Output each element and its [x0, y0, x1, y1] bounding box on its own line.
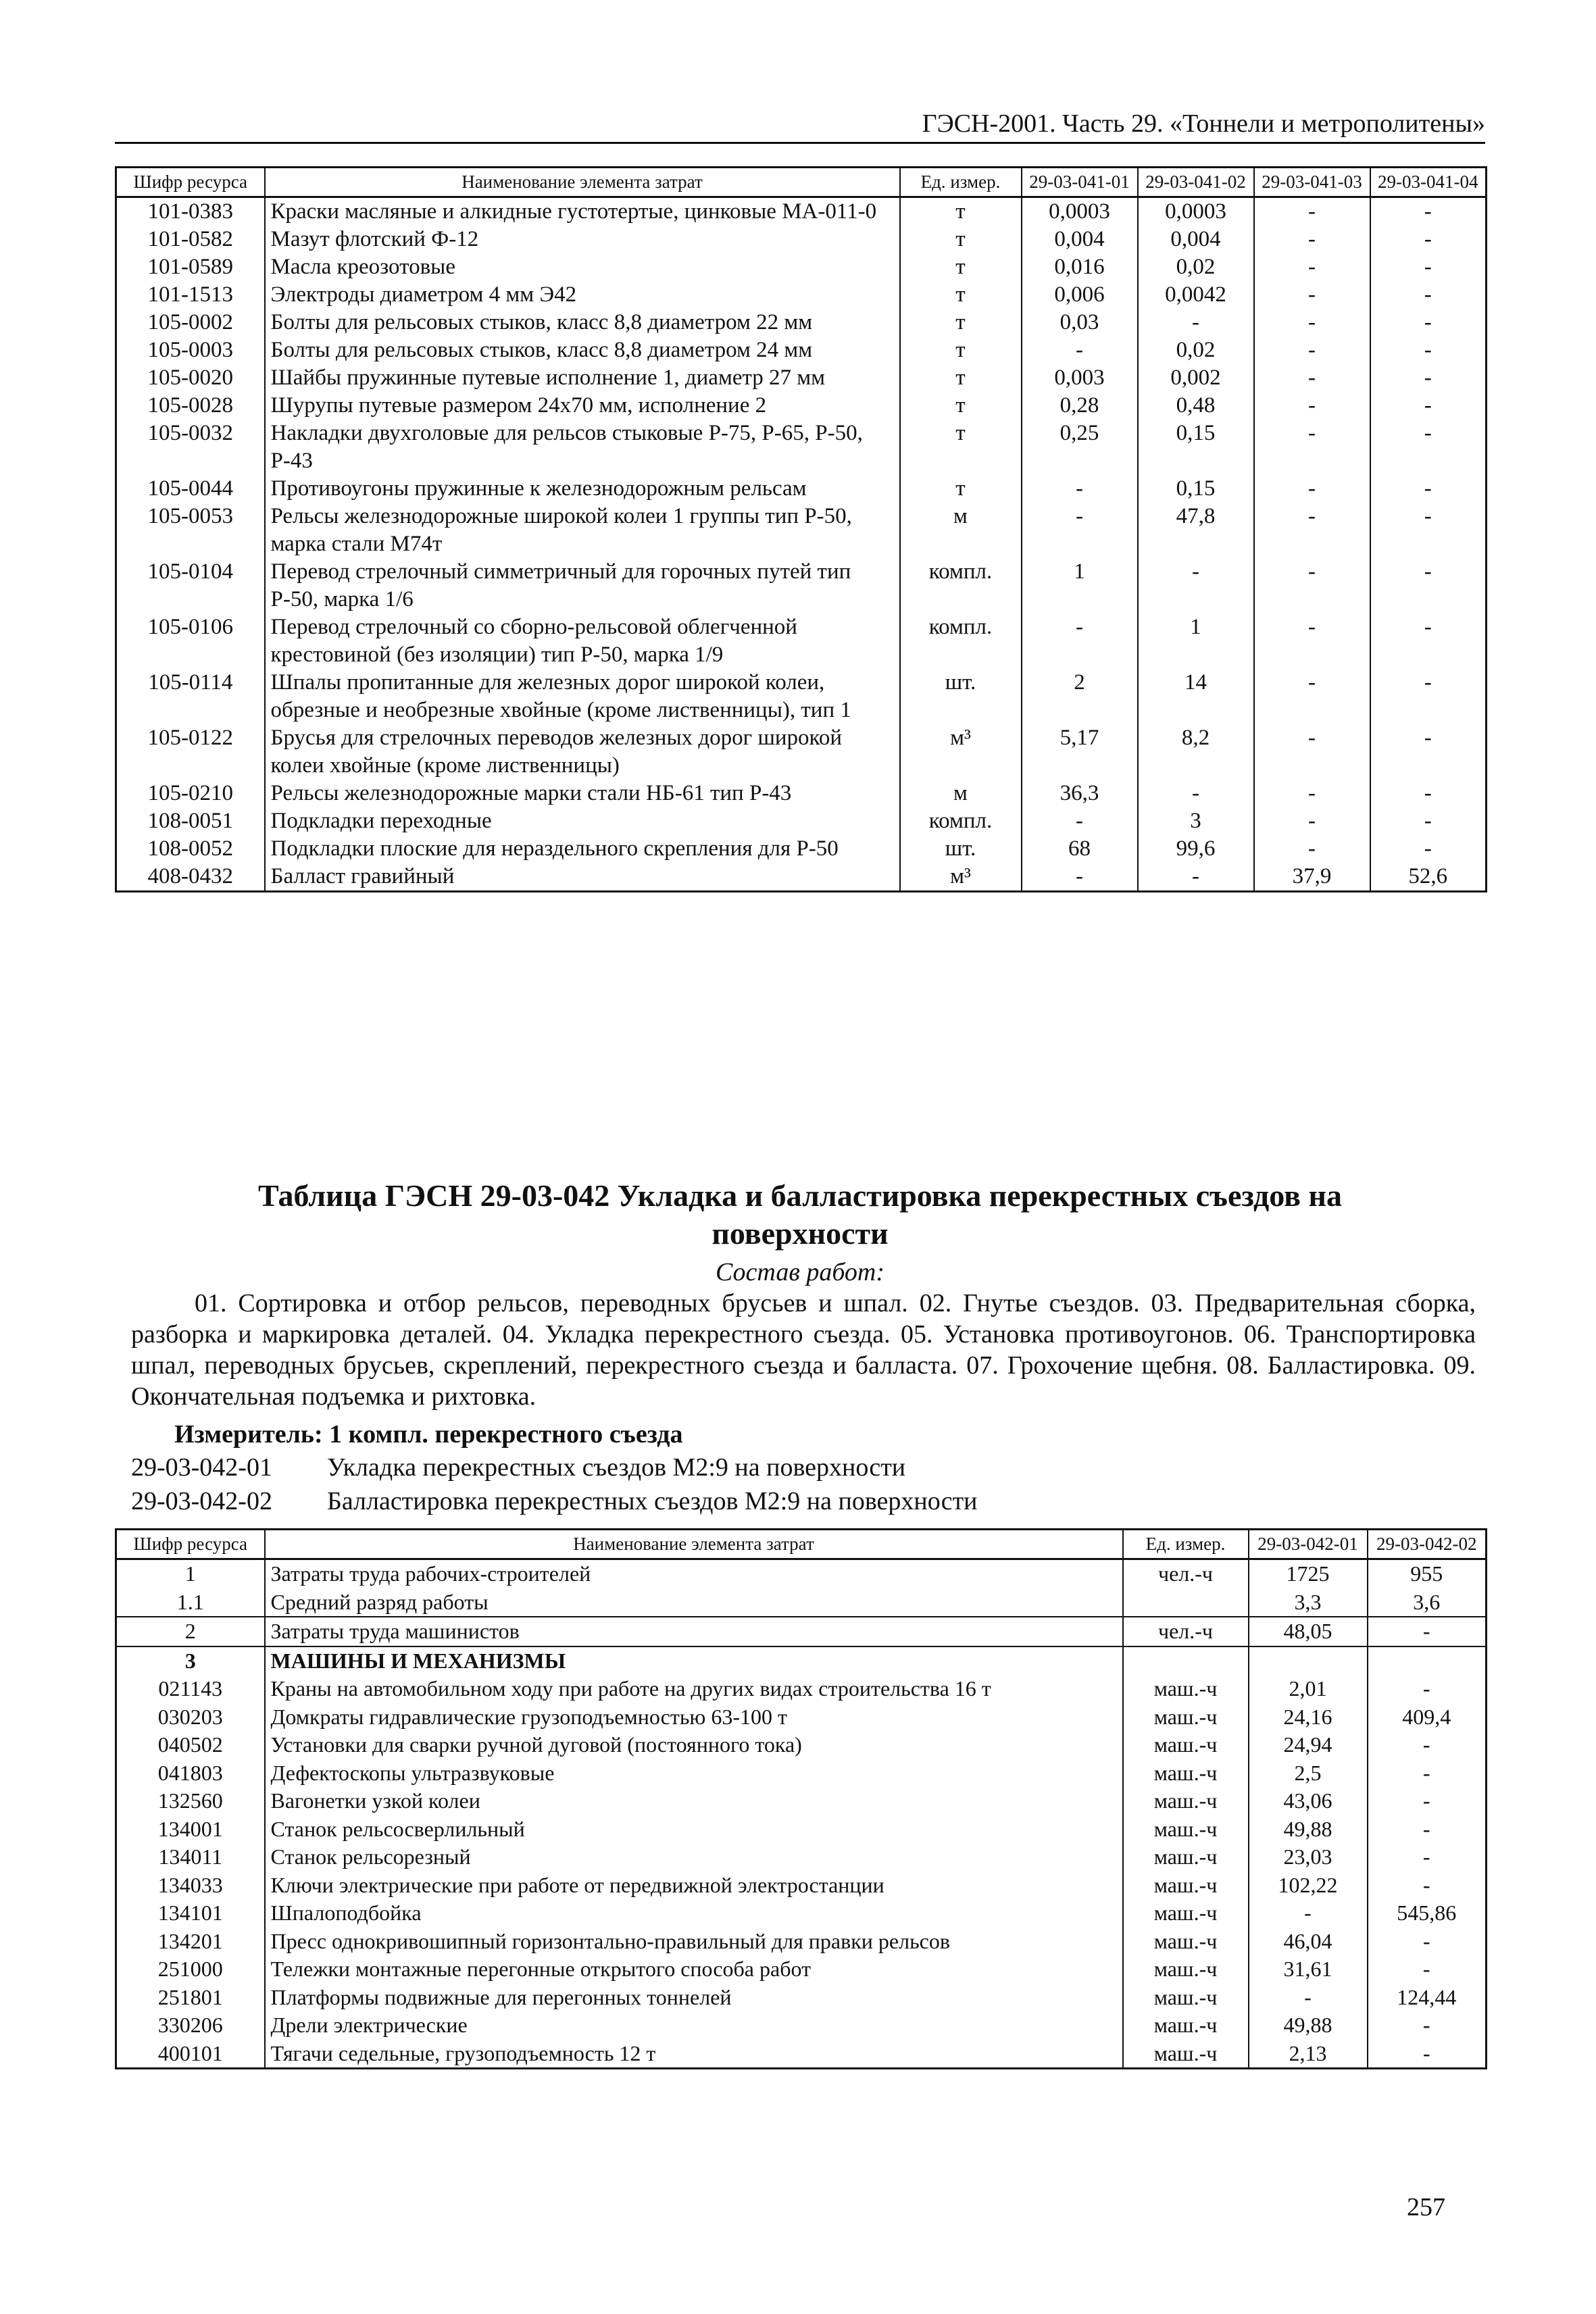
resource-name: Тележки монтажные перегонные открытого способа работ — [265, 1955, 1123, 1984]
resource-code: 105-0002 — [116, 309, 265, 336]
resource-name: Брусья для стрелочных переводов железных дорог широкой колеи хвойные (кроме лиственницы) — [265, 724, 900, 780]
value-c4: - — [1370, 392, 1487, 420]
resource-code: 105-0032 — [116, 420, 265, 475]
resource-code: 134033 — [116, 1871, 265, 1900]
value-c4: 52,6 — [1370, 863, 1487, 892]
resource-code: 105-0003 — [116, 336, 265, 364]
resource-name: Болты для рельсовых стыков, класс 8,8 диаметром 24 мм — [265, 336, 900, 364]
value-c2: - — [1368, 1759, 1487, 1788]
value-c1: - — [1022, 613, 1138, 669]
resource-code: 041803 — [116, 1759, 265, 1788]
value-c4: - — [1370, 724, 1487, 780]
value-c2: - — [1368, 1787, 1487, 1815]
value-c4: - — [1370, 197, 1487, 226]
resource-code: 1 — [116, 1559, 265, 1588]
resource-name: Пресс однокривошипный горизонтально-правильный для правки рельсов — [265, 1928, 1123, 1956]
resource-unit: маш.-ч — [1123, 1871, 1249, 1900]
value-c1: - — [1022, 863, 1138, 892]
table-row — [116, 1984, 1487, 2012]
resource-name: Балласт гравийный — [265, 863, 900, 892]
value-c2: - — [1138, 780, 1254, 807]
table-row — [116, 197, 1487, 226]
resource-unit: маш.-ч — [1123, 1731, 1249, 1759]
value-c1: 1 — [1022, 558, 1138, 613]
value-c2: 0,0003 — [1138, 197, 1254, 226]
value-c3: - — [1254, 780, 1370, 807]
resource-code: 021143 — [116, 1675, 265, 1703]
resource-name: Дрели электрические — [265, 2011, 1123, 2040]
table-row — [116, 1955, 1487, 1984]
table-row — [116, 1843, 1487, 1871]
resource-code: 134011 — [116, 1843, 265, 1871]
resource-unit: маш.-ч — [1123, 1955, 1249, 1984]
resource-code: 105-0028 — [116, 392, 265, 420]
value-c2: 14 — [1138, 669, 1254, 724]
table-row — [116, 2040, 1487, 2069]
table-row — [116, 281, 1487, 309]
value-c3: 37,9 — [1254, 863, 1370, 892]
value-c2: - — [1368, 1871, 1487, 1900]
value-c1: - — [1249, 1984, 1368, 2012]
resources-table-041 — [115, 166, 1487, 892]
resource-code: 105-0020 — [116, 364, 265, 392]
table-row — [116, 835, 1487, 863]
table-row — [116, 863, 1487, 892]
value-c4: - — [1370, 835, 1487, 863]
value-c1: - — [1022, 807, 1138, 835]
value-c1: 24,16 — [1249, 1703, 1368, 1732]
value-c1: - — [1022, 336, 1138, 364]
value-c1: 2 — [1022, 669, 1138, 724]
value-c2: - — [1368, 2040, 1487, 2069]
value-c1: 2,5 — [1249, 1759, 1368, 1788]
value-c1: 0,28 — [1022, 392, 1138, 420]
table-row — [116, 475, 1487, 503]
value-c2: 124,44 — [1368, 1984, 1487, 2012]
value-c1: 23,03 — [1249, 1843, 1368, 1871]
resource-unit: т — [900, 281, 1022, 309]
table-row — [116, 1703, 1487, 1732]
value-c1: 49,88 — [1249, 2011, 1368, 2040]
resource-code: 040502 — [116, 1731, 265, 1759]
resource-name: Краны на автомобильном ходу при работе на других видах строительства 16 т — [265, 1675, 1123, 1703]
resource-name: Установки для сварки ручной дуговой (постоянного тока) — [265, 1731, 1123, 1759]
table-row — [116, 1588, 1487, 1617]
norm-row — [131, 1485, 978, 1517]
value-c1: 0,004 — [1022, 226, 1138, 253]
value-c4: - — [1370, 475, 1487, 503]
resource-name: Тягачи седельные, грузоподъемность 12 т — [265, 2040, 1123, 2069]
value-c1: 1725 — [1249, 1559, 1368, 1588]
value-c1: 2,13 — [1249, 2040, 1368, 2069]
resource-unit: маш.-ч — [1123, 1928, 1249, 1956]
col-header-c3: 29-03-041-03 — [1254, 168, 1370, 197]
value-c2: - — [1368, 1617, 1487, 1646]
table-row — [116, 253, 1487, 281]
table-row — [116, 226, 1487, 253]
table-row — [116, 392, 1487, 420]
value-c1: 49,88 — [1249, 1815, 1368, 1844]
resource-code: 030203 — [116, 1703, 265, 1732]
value-c3: - — [1254, 807, 1370, 835]
resource-code: 101-1513 — [116, 281, 265, 309]
resource-code: 105-0114 — [116, 669, 265, 724]
value-c2: 0,02 — [1138, 336, 1254, 364]
composition-text: 01. Сортировка и отбор рельсов, переводных брусьев и шпал. 02. Гнутье съездов. 03. Предварительная сборка, разборка и маркировка деталей. 04. Укладка перекрестного съезда. 05. Установка противоугонов. 06. Транспортировка шпал, переводных брусьев, скреплений, перекрестного съезда и балласта. 07. Грохочение щебня. 08. Балластировка. 09. Окончательная подъемка и рихтовка. — [131, 1289, 1476, 1411]
resource-name: Масла креозотовые — [265, 253, 900, 281]
table-row — [116, 1646, 1487, 1676]
value-c3: - — [1254, 724, 1370, 780]
resource-name: Мазут флотский Ф-12 — [265, 226, 900, 253]
value-c4: - — [1370, 420, 1487, 475]
resource-code: 3 — [116, 1646, 265, 1676]
resource-unit: т — [900, 226, 1022, 253]
norm-code: 29-03-042-02 — [131, 1487, 272, 1515]
value-c3: - — [1254, 613, 1370, 669]
resource-unit: компл. — [900, 613, 1022, 669]
value-c1: - — [1249, 1899, 1368, 1928]
value-c1: 0,03 — [1022, 309, 1138, 336]
resource-unit: компл. — [900, 558, 1022, 613]
resource-unit: м — [900, 503, 1022, 558]
value-c1: 46,04 — [1249, 1928, 1368, 1956]
value-c2 — [1368, 1646, 1487, 1676]
resource-name: Рельсы железнодорожные широкой колеи 1 группы тип Р-50, марка стали М74т — [265, 503, 900, 558]
resource-name: Шайбы пружинные путевые исполнение 1, диаметр 27 мм — [265, 364, 900, 392]
table-row — [116, 1675, 1487, 1703]
resource-code: 105-0122 — [116, 724, 265, 780]
resource-unit: т — [900, 253, 1022, 281]
resource-code: 108-0051 — [116, 807, 265, 835]
table-row — [116, 669, 1487, 724]
resource-name: Накладки двухголовые для рельсов стыковые Р-75, Р-65, Р-50, Р-43 — [265, 420, 900, 475]
resource-code: 134101 — [116, 1899, 265, 1928]
value-c1: 2,01 — [1249, 1675, 1368, 1703]
value-c3: - — [1254, 226, 1370, 253]
resource-unit: т — [900, 364, 1022, 392]
table-header-row — [116, 1530, 1487, 1559]
measure-unit: Измеритель: 1 компл. перекрестного съезда — [174, 1420, 683, 1449]
resource-unit: шт. — [900, 835, 1022, 863]
resource-unit: м³ — [900, 724, 1022, 780]
table-row — [116, 420, 1487, 475]
value-c4: - — [1370, 364, 1487, 392]
page-header — [115, 108, 1485, 144]
resource-unit: т — [900, 197, 1022, 226]
value-c1: 24,94 — [1249, 1731, 1368, 1759]
resource-name: Краски масляные и алкидные густотертые, цинковые МА-011-0 — [265, 197, 900, 226]
value-c4: - — [1370, 780, 1487, 807]
value-c3: - — [1254, 420, 1370, 475]
table-row — [116, 1815, 1487, 1844]
resource-unit: шт. — [900, 669, 1022, 724]
table-row — [116, 558, 1487, 613]
table-title-line2: поверхности — [712, 1216, 889, 1251]
value-c1: 0,003 — [1022, 364, 1138, 392]
value-c1: 0,006 — [1022, 281, 1138, 309]
resource-unit: т — [900, 336, 1022, 364]
value-c2: - — [1368, 1675, 1487, 1703]
resource-unit: маш.-ч — [1123, 1759, 1249, 1788]
table-title — [115, 1177, 1485, 1253]
resource-name: Ключи электрические при работе от передвижной электростанции — [265, 1871, 1123, 1900]
resources-table-042 — [115, 1528, 1487, 2069]
value-c2: 8,2 — [1138, 724, 1254, 780]
value-c2: 0,002 — [1138, 364, 1254, 392]
value-c2: 3,6 — [1368, 1588, 1487, 1617]
resource-code: 101-0383 — [116, 197, 265, 226]
value-c2: - — [1368, 1928, 1487, 1956]
value-c2: - — [1138, 558, 1254, 613]
table-row — [116, 336, 1487, 364]
table-row — [116, 807, 1487, 835]
col-header-c2: 29-03-041-02 — [1138, 168, 1254, 197]
resource-name: Подкладки переходные — [265, 807, 900, 835]
resource-unit: маш.-ч — [1123, 1675, 1249, 1703]
value-c4: - — [1370, 253, 1487, 281]
resource-code: 251801 — [116, 1984, 265, 2012]
table-row — [116, 1759, 1487, 1788]
value-c2: 0,02 — [1138, 253, 1254, 281]
value-c2: 99,6 — [1138, 835, 1254, 863]
value-c2: - — [1368, 1955, 1487, 1984]
value-c1 — [1249, 1646, 1368, 1676]
value-c1: 102,22 — [1249, 1871, 1368, 1900]
resource-name: Противоугоны пружинные к железнодорожным рельсам — [265, 475, 900, 503]
resource-unit: чел.-ч — [1123, 1559, 1249, 1588]
value-c4: - — [1370, 613, 1487, 669]
value-c2: 545,86 — [1368, 1899, 1487, 1928]
col-header-unit: Ед. измер. — [900, 168, 1022, 197]
resource-code: 105-0104 — [116, 558, 265, 613]
table-row — [116, 1787, 1487, 1815]
resource-code: 2 — [116, 1617, 265, 1646]
table-row — [116, 613, 1487, 669]
value-c4: - — [1370, 226, 1487, 253]
resource-name: Шпалы пропитанные для железных дорог широкой колеи, обрезные и необрезные хвойные (кроме лиственницы), тип 1 — [265, 669, 900, 724]
value-c4: - — [1370, 669, 1487, 724]
value-c1: 31,61 — [1249, 1955, 1368, 1984]
norm-text: Укладка перекрестных съездов М2:9 на поверхности — [327, 1453, 906, 1482]
resource-unit: маш.-ч — [1123, 2040, 1249, 2069]
value-c3: - — [1254, 253, 1370, 281]
value-c1: 5,17 — [1022, 724, 1138, 780]
resource-name: Дефектоскопы ультразвуковые — [265, 1759, 1123, 1788]
table-row — [116, 1899, 1487, 1928]
value-c3: - — [1254, 475, 1370, 503]
value-c2: - — [1138, 309, 1254, 336]
table-row — [116, 780, 1487, 807]
table-row — [116, 364, 1487, 392]
resource-code: 105-0106 — [116, 613, 265, 669]
value-c4: - — [1370, 503, 1487, 558]
value-c4: - — [1370, 807, 1487, 835]
value-c1: 48,05 — [1249, 1617, 1368, 1646]
resource-code: 101-0582 — [116, 226, 265, 253]
resource-code: 134201 — [116, 1928, 265, 1956]
value-c3: - — [1254, 197, 1370, 226]
value-c1: 0,25 — [1022, 420, 1138, 475]
resource-unit: т — [900, 475, 1022, 503]
value-c3: - — [1254, 364, 1370, 392]
value-c2: 409,4 — [1368, 1703, 1487, 1732]
resource-unit: маш.-ч — [1123, 1843, 1249, 1871]
col-header-code: Шифр ресурса — [116, 1530, 265, 1559]
resource-name: Затраты труда машинистов — [265, 1617, 1123, 1646]
table-title-line1: Таблица ГЭСН 29-03-042 Укладка и балластировка перекрестных съездов на — [257, 1178, 1342, 1213]
col-header-c1: 29-03-042-01 — [1249, 1530, 1368, 1559]
resource-code: 400101 — [116, 2040, 265, 2069]
resource-unit: компл. — [900, 807, 1022, 835]
header-title: ГЭСН-2001. Часть 29. «Тоннели и метрополитены» — [922, 109, 1485, 138]
resource-unit: т — [900, 309, 1022, 336]
resource-name: Затраты труда рабочих-строителей — [265, 1559, 1123, 1588]
resource-name: Домкраты гидравлические грузоподъемностью 63-100 т — [265, 1703, 1123, 1732]
page-number: 257 — [1407, 2193, 1445, 2221]
value-c2: - — [1138, 863, 1254, 892]
resource-name: Перевод стрелочный симметричный для горочных путей тип Р-50, марка 1/6 — [265, 558, 900, 613]
table-row — [116, 724, 1487, 780]
value-c1: 0,0003 — [1022, 197, 1138, 226]
resource-name: Вагонетки узкой колеи — [265, 1787, 1123, 1815]
resource-name: Станок рельсосверлильный — [265, 1815, 1123, 1844]
resource-code: 132560 — [116, 1787, 265, 1815]
resource-name: Станок рельсорезный — [265, 1843, 1123, 1871]
value-c1: 0,016 — [1022, 253, 1138, 281]
resource-code: 105-0210 — [116, 780, 265, 807]
col-header-code: Шифр ресурса — [116, 168, 265, 197]
table-row — [116, 1617, 1487, 1646]
table-row — [116, 309, 1487, 336]
col-header-name: Наименование элемента затрат — [265, 168, 900, 197]
value-c1: - — [1022, 503, 1138, 558]
resource-unit: маш.-ч — [1123, 1787, 1249, 1815]
resource-unit: т — [900, 420, 1022, 475]
col-header-c2: 29-03-042-02 — [1368, 1530, 1487, 1559]
resource-unit: маш.-ч — [1123, 2011, 1249, 2040]
table-row — [116, 1871, 1487, 1900]
table-row — [116, 1928, 1487, 1956]
value-c2: 0,48 — [1138, 392, 1254, 420]
resource-unit: маш.-ч — [1123, 1899, 1249, 1928]
resource-unit: маш.-ч — [1123, 1815, 1249, 1844]
value-c1: 43,06 — [1249, 1787, 1368, 1815]
table-header-row — [116, 168, 1487, 197]
value-c2: 0,004 — [1138, 226, 1254, 253]
resource-unit — [1123, 1588, 1249, 1617]
value-c4: - — [1370, 336, 1487, 364]
value-c1: - — [1022, 475, 1138, 503]
value-c2: 955 — [1368, 1559, 1487, 1588]
value-c4: - — [1370, 558, 1487, 613]
resource-code: 330206 — [116, 2011, 265, 2040]
value-c1: 68 — [1022, 835, 1138, 863]
value-c3: - — [1254, 281, 1370, 309]
resource-code: 101-0589 — [116, 253, 265, 281]
value-c3: - — [1254, 669, 1370, 724]
norm-row — [131, 1451, 905, 1484]
value-c3: - — [1254, 392, 1370, 420]
norm-text: Балластировка перекрестных съездов М2:9 на поверхности — [327, 1487, 978, 1515]
resource-name: Электроды диаметром 4 мм Э42 — [265, 281, 900, 309]
value-c3: - — [1254, 835, 1370, 863]
value-c3: - — [1254, 558, 1370, 613]
value-c2: 0,15 — [1138, 420, 1254, 475]
value-c2: 0,15 — [1138, 475, 1254, 503]
value-c4: - — [1370, 281, 1487, 309]
value-c2: - — [1368, 1731, 1487, 1759]
resource-name: Средний разряд работы — [265, 1588, 1123, 1617]
table-row — [116, 1731, 1487, 1759]
resource-name: Перевод стрелочный со сборно-рельсовой облегченной крестовиной (без изоляции) тип Р-50, марка 1/9 — [265, 613, 900, 669]
resource-unit: чел.-ч — [1123, 1617, 1249, 1646]
value-c1: 3,3 — [1249, 1588, 1368, 1617]
resource-name: Платформы подвижные для перегонных тоннелей — [265, 1984, 1123, 2012]
resource-code: 1.1 — [116, 1588, 265, 1617]
resource-name: Болты для рельсовых стыков, класс 8,8 диаметром 22 мм — [265, 309, 900, 336]
value-c2: - — [1368, 1815, 1487, 1844]
value-c2: - — [1368, 2011, 1487, 2040]
value-c2: - — [1368, 1843, 1487, 1871]
resource-code: 105-0053 — [116, 503, 265, 558]
resource-unit: м³ — [900, 863, 1022, 892]
value-c2: 0,0042 — [1138, 281, 1254, 309]
value-c3: - — [1254, 309, 1370, 336]
value-c2: 1 — [1138, 613, 1254, 669]
resource-name: Рельсы железнодорожные марки стали НБ-61 тип Р-43 — [265, 780, 900, 807]
resource-name: Шурупы путевые размером 24х70 мм, исполнение 2 — [265, 392, 900, 420]
resource-code: 134001 — [116, 1815, 265, 1844]
col-header-c1: 29-03-041-01 — [1022, 168, 1138, 197]
value-c1: 36,3 — [1022, 780, 1138, 807]
value-c2: 47,8 — [1138, 503, 1254, 558]
table-row — [116, 2011, 1487, 2040]
resource-name: Шпалоподбойка — [265, 1899, 1123, 1928]
resource-code: 108-0052 — [116, 835, 265, 863]
value-c3: - — [1254, 336, 1370, 364]
value-c3: - — [1254, 503, 1370, 558]
table-row — [116, 1559, 1487, 1588]
value-c4: - — [1370, 309, 1487, 336]
resource-unit: м — [900, 780, 1022, 807]
composition-title: Состав работ: — [715, 1258, 885, 1286]
resource-name: МАШИНЫ И МЕХАНИЗМЫ — [265, 1646, 1123, 1676]
table-row — [116, 503, 1487, 558]
resource-code: 251000 — [116, 1955, 265, 1984]
resource-unit — [1123, 1646, 1249, 1676]
value-c2: 3 — [1138, 807, 1254, 835]
col-header-unit: Ед. измер. — [1123, 1530, 1249, 1559]
col-header-c4: 29-03-041-04 — [1370, 168, 1487, 197]
col-header-name: Наименование элемента затрат — [265, 1530, 1123, 1559]
resource-code: 408-0432 — [116, 863, 265, 892]
resource-code: 105-0044 — [116, 475, 265, 503]
norm-code: 29-03-042-01 — [131, 1453, 272, 1482]
resource-unit: маш.-ч — [1123, 1984, 1249, 2012]
resource-name: Подкладки плоские для нераздельного скрепления для Р-50 — [265, 835, 900, 863]
resource-unit: маш.-ч — [1123, 1703, 1249, 1732]
resource-unit: т — [900, 392, 1022, 420]
